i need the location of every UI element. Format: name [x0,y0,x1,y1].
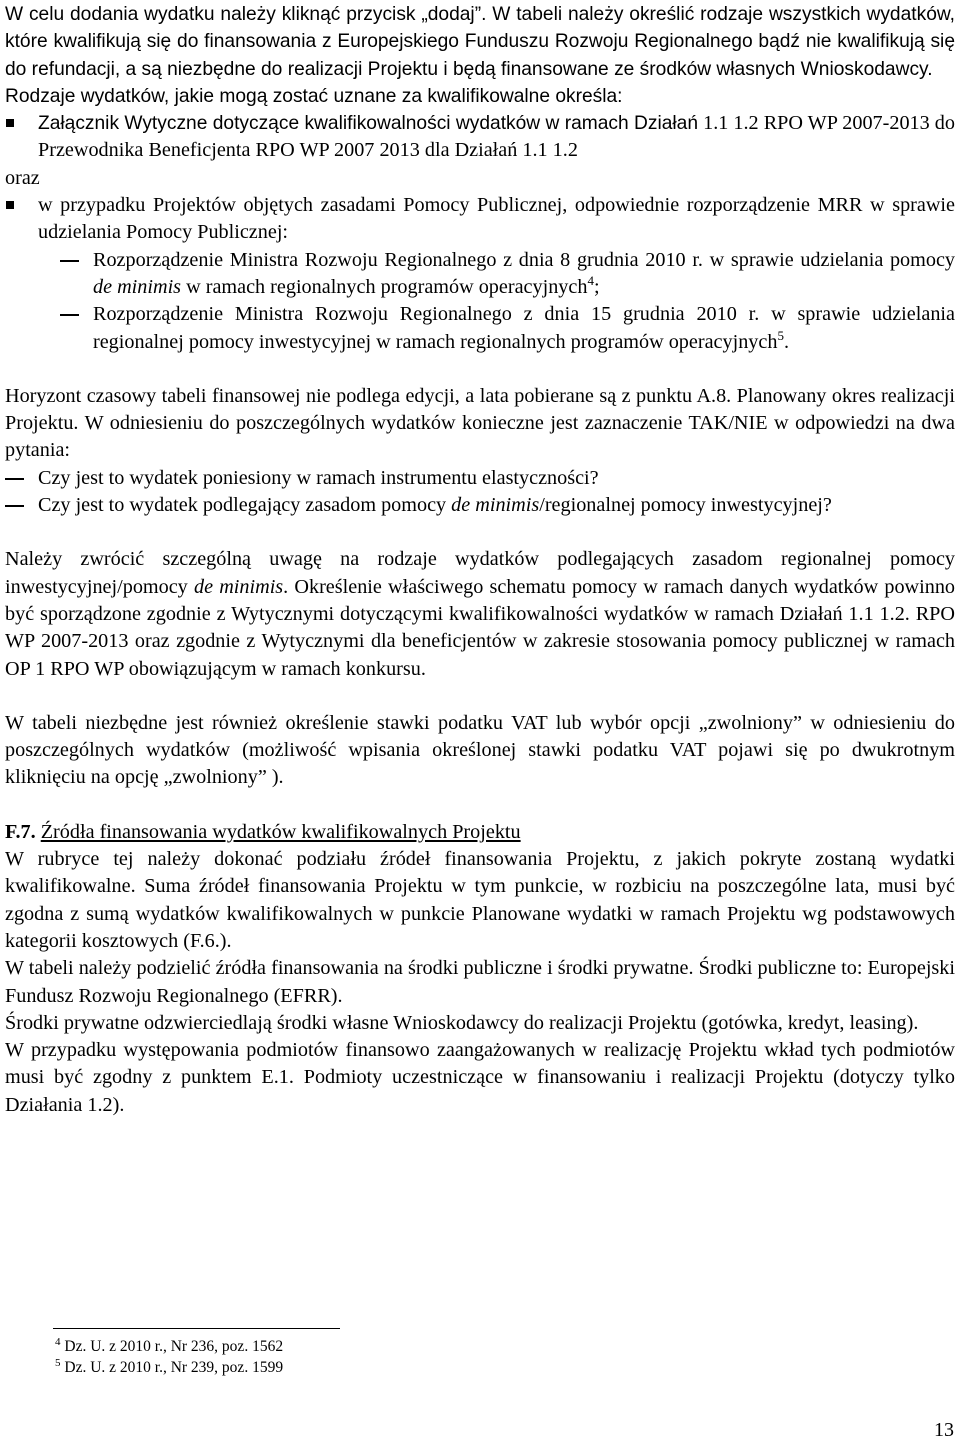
punctuation: . [783,330,789,353]
page-number: 13 [934,1419,954,1441]
footnote-number: 5 [55,1357,61,1369]
sub-list-item [5,247,955,302]
dash-bullet-icon [60,260,79,262]
section-number: F.7. [5,820,36,843]
question-item [5,465,955,492]
section-paragraph: W przypadku występowania podmiotów finansowo zaangażowanych w realizację Projektu wkład tych podmiotów musi być zgodny z punktem E.1. Podmioty uczestniczące w finansowaniu i realizacji Projektu (dotyczy tylko Działania 1.2). [5,1039,955,1116]
section-paragraph: Środki prywatne odzwierciedlają środki własne Wnioskodawcy do realizacji Projektu (gotówka, kredyt, leasing). [5,1011,919,1034]
attention-text: Należy zwrócić szczególną uwagę na rodzaje wydatków podlegających zasadom regionalnej pomocy inwestycyjnej/pomocy [5,548,955,598]
footnote-ref[interactable]: 5 [777,327,784,343]
bullet-text: w przypadku Projektów objętych zasadami Pomocy Publicznej, odpowiednie rozporządzenie MRR w sprawie udzielania Pomocy Publicznej: [38,194,955,244]
list-item [5,110,955,165]
sub-item-text: w ramach regionalnych programów operacyjnych [186,275,588,298]
sub-item-text: Rozporządzenie Ministra Rozwoju Regionalnego z dnia 15 grudnia 2010 r. w sprawie udzielania regionalnej pomocy inwestycyjnej w ramach regionalnych programów operacyjnych [93,303,955,353]
footnote-number: 4 [55,1336,61,1348]
section-title: Źródła finansowania wydatków kwalifikowalnych Projektu [40,820,521,843]
question-text: /regionalnej pomocy inwestycyjnej? [539,494,832,517]
section-paragraph: W rubryce tej należy dokonać podziału źródeł finansowania Projektu, z jakich pokryte zostaną wydatki kwalifikowalne. Suma źródeł finansowania Projektu w tym punkcie, w rozbiciu na poszczególne lata, musi być zgodna z sumą wydatków kwalifikowalnych w punkcie Planowane wydatki w ramach Projektu wg podstawowych kategorii kosztowych (F.6.). [5,848,955,952]
footnote [55,1336,283,1357]
section-paragraph: W tabeli należy podzielić źródła finansowania na środki publiczne i środki prywatne. Środki publiczne to: Europejski Fundusz Rozwoju Regionalnego (EFRR). [5,957,955,1007]
sub-item-text: Rozporządzenie Ministra Rozwoju Regionalnego z dnia 8 grudnia 2010 r. w sprawie udzielania pomocy [93,248,955,271]
list-item [5,192,955,247]
oraz-word: oraz [5,166,40,189]
question-text: Czy jest to wydatek poniesiony w ramach instrumentu elastyczności? [38,466,599,489]
question-text: Czy jest to wydatek podlegający zasadom pomocy [38,494,447,517]
horizon-paragraph: Horyzont czasowy tabeli finansowej nie podlega edycji, a lata pobierane są z punktu A.8. Planowany okres realizacji Projektu. W odniesieniu do poszczególnych wydatków konieczne jest zaznaczenie TAK/NIE w odpowiedzi na dwa pytania: [5,384,955,462]
bullet-text-serif: 1.1 1.2 RPO WP 2007-2013 do Przewodnika Beneficjenta RPO WP 2007 2013 dla Działań 1.1 1.2 [38,112,955,162]
footnote-divider [53,1328,340,1329]
italic-term: de minimis [451,494,540,517]
sub-list-item [5,301,955,356]
footnote-text: Dz. U. z 2010 r., Nr 239, poz. 1599 [64,1359,284,1376]
document-page [5,1,955,1119]
dash-bullet-icon [5,478,24,480]
eligible-types-lead: Rodzaje wydatków, jakie mogą zostać uznane za kwalifikowalne określa: [5,85,623,107]
question-item [5,492,955,519]
bullet-text-sans: Załącznik Wytyczne dotyczące kwalifikowalności wydatków w ramach Działań [38,113,699,135]
italic-term: de minimis [193,575,284,598]
vat-paragraph: W tabeli niezbędne jest również określenie stawki podatku VAT lub wybór opcji „zwolniony” w odniesieniu do poszczególnych wydatków (możliwość wpisania określonej stawki podatku VAT pojawi się po dwukrotnym kliknięciu na opcję „zwolniony” ). [5,711,955,789]
intro-block [5,1,955,165]
footnote [55,1357,283,1378]
italic-term: de minimis [93,275,182,298]
square-bullet-icon [6,119,14,127]
square-bullet-icon [6,201,14,209]
attention-text: . Określenie właściwego schematu pomocy w ramach danych wydatków powinno być sporządzone zgodnie z Wytycznymi dotyczącymi kwalifikowalności wydatków w ramach Działań 1.1 1.2. RPO WP 2007-2013 oraz zgodnie z Wytycznymi dla beneficjentów w zakresie stosowania pomocy publicznej w ramach OP 1 RPO WP obowiązującym w ramach konkursu. [5,575,956,680]
footnote-text: Dz. U. z 2010 r., Nr 236, poz. 1562 [64,1338,284,1355]
section-heading [5,819,955,846]
intro-paragraph: W celu dodania wydatku należy kliknąć przycisk „dodaj”. W tabeli należy określić rodzaje wszystkich wydatków, które kwalifikują się do finansowania z Europejskiego Funduszu Rozwoju Regionalnego bądź nie kwalifikują się do refundacji, a są niezbędne do realizacji Projektu i będą finansowane ze środków własnych Wnioskodawcy. [5,4,955,80]
footnotes [55,1336,283,1378]
dash-bullet-icon [60,314,79,316]
footnote-ref[interactable]: 4 [587,272,594,288]
dash-bullet-icon [5,505,24,507]
attention-paragraph [5,546,955,682]
punctuation: ; [593,275,600,298]
